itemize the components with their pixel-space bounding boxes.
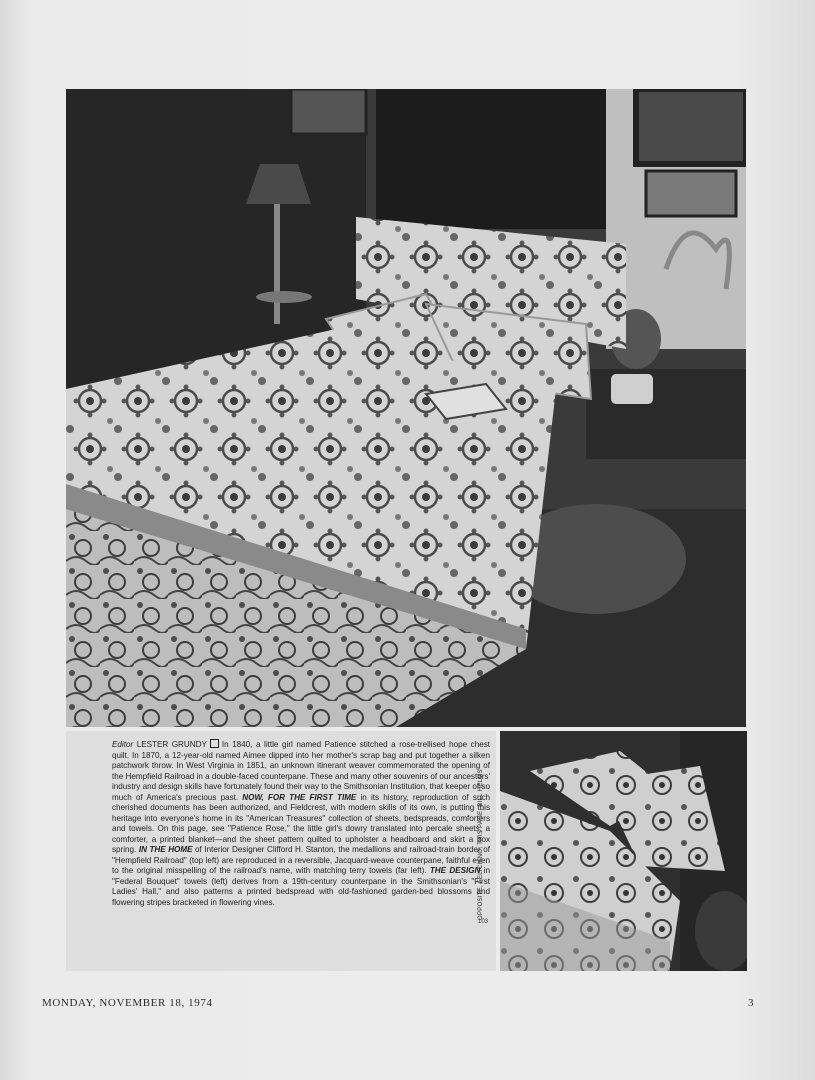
box-bullet-icon [210, 739, 219, 748]
photo-credit: OPPOSITE, FELICIANO; THIS PAGE, BILL HELMS [478, 769, 484, 920]
page-reference: 103 [478, 919, 489, 925]
issue-date: MONDAY, NOVEMBER 18, 1974 [42, 997, 213, 1009]
inset-bed-photo [500, 731, 747, 971]
caption-lead-2: IN THE HOME [138, 845, 193, 854]
caption-lead-1: NOW, FOR THE FIRST TIME [242, 792, 357, 802]
caption-lead-3: THE DESIGN [429, 866, 481, 875]
main-bedroom-photo [66, 89, 746, 727]
caption-text-4: in "Federal Bouquet" towels (left) derives from a 19th-century counterpane in the Smithsonian's "First Ladies' Hall," and also patterns a printed bedspread with old-fashioned garden-bed blossoms and flowering stripes bracketed in flowering vines. [112, 866, 490, 907]
editor-label: Editor [112, 740, 134, 749]
page-number: 3 [748, 997, 754, 1009]
caption-text-2: in its history, reproduction of such cherished documents has been authorized, and Fieldcrest, with modern skills of its own, is putting this heritage into everyone's home in its "American Treasures" collection of sheets, bedspreads, comforters and towels. On this page, see "Patience Rose," the little girl's dowry translated into percale sheets, a comforter, a printed blanket—and the sheet pattern quilted to upholster a headboard and skirt a box spring. [112, 792, 490, 854]
editor-name: LESTER GRUNDY [136, 740, 207, 749]
article-caption [112, 739, 490, 908]
caption-text-1: In 1840, a little girl named Patience stitched a rose-trellised hope chest quilt. In 1870, a 12-year-old named Aimee dipped into her mother's scrap bag and put together a silken patchwork throw. In West Virginia in 1851, an unknown itinerant weaver commemorated the opening of the Hempfield Railroad in a double-faced counterpane. These and many other souvenirs of our ancestors' industry and design skills have fortunately found their way to the Smithsonian Institution, that keeper of so much of America's precious past. [112, 740, 491, 802]
caption-text-3: of Interior Designer Clifford H. Stanton, the medallions and railroad-train border of "Hempfield Railroad" (top left) are reproduced in a reversible, Jacquard-weave counterpane, faithful even to the original misspelling of the railroad's name, with matching terry towels (far left). [112, 845, 491, 875]
